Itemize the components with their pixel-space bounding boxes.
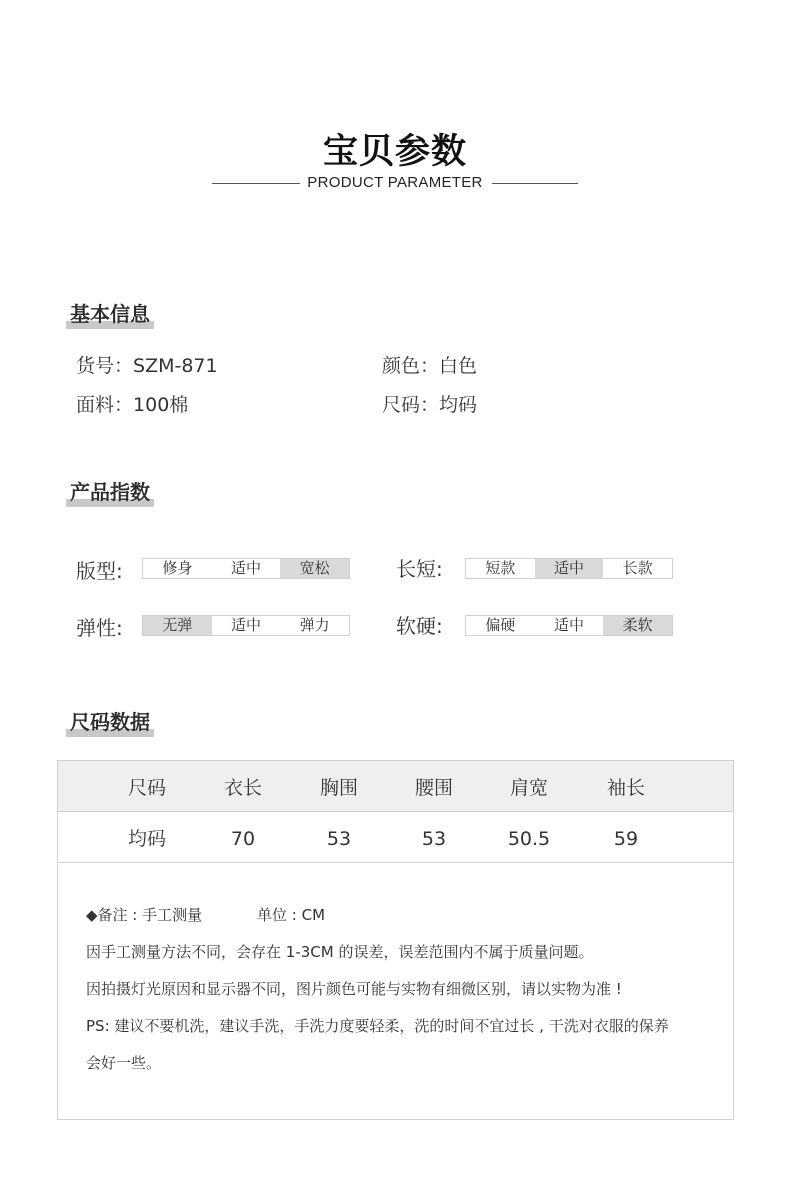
note-line-2: 因拍摄灯光原因和显示器不同，图片颜色可能与实物有细微区别，请以实物为准 ! — [86, 980, 622, 998]
length-option-regular: 适中 — [535, 559, 604, 578]
info-item-size: 尺码：均码 — [382, 394, 478, 416]
fit-scale — [142, 558, 350, 579]
softness-option-moderate: 适中 — [554, 616, 585, 634]
elasticity-option-stretch: 弹力 — [299, 616, 330, 634]
note-line-4: 会好一些。 — [86, 1054, 162, 1072]
elasticity-label: 弹性: — [76, 616, 123, 640]
note-remark: ◆备注 : 手工测量 — [86, 906, 203, 924]
softness-label: 软硬: — [396, 614, 443, 638]
length-option-long: 长款 — [622, 559, 653, 577]
table-cell: 均码 — [127, 828, 166, 850]
page-title: 宝贝参数 — [322, 132, 467, 172]
fit-option-loose: 宽松 — [280, 559, 349, 578]
basic-info-heading: 基本信息 — [66, 298, 154, 327]
note-line-1: 因手工测量方法不同，会存在 1-3CM 的误差，误差范围内不属于质量问题。 — [86, 943, 594, 961]
column-header: 尺码 — [127, 777, 166, 799]
divider-right — [492, 183, 578, 184]
column-header: 胸围 — [319, 777, 358, 799]
fit-option-slim: 修身 — [162, 559, 193, 577]
subtitle-row — [0, 174, 790, 194]
softness-option-firm: 偏硬 — [485, 616, 516, 634]
table-cell: 53 — [326, 828, 352, 850]
elasticity-option-none: 无弹 — [143, 616, 212, 635]
softness-scale — [465, 615, 673, 636]
table-cell: 59 — [613, 828, 639, 850]
length-label: 长短: — [396, 557, 443, 581]
column-header: 腰围 — [414, 777, 453, 799]
page-subtitle: PRODUCT PARAMETER — [307, 174, 483, 191]
note-unit: 单位 : CM — [257, 906, 326, 924]
table-cell: 53 — [421, 828, 447, 850]
column-header: 袖长 — [606, 777, 645, 799]
column-header: 肩宽 — [509, 777, 548, 799]
info-item-fabric: 面料：100棉 — [76, 394, 189, 416]
size-table-header — [58, 761, 733, 812]
product-index-heading: 产品指数 — [66, 476, 154, 505]
info-item-color: 颜色：白色 — [382, 355, 478, 377]
table-row — [58, 812, 733, 863]
fit-option-regular: 适中 — [231, 559, 262, 577]
table-cell: 70 — [230, 828, 256, 850]
elasticity-option-moderate: 适中 — [231, 616, 262, 634]
length-scale — [465, 558, 673, 579]
fit-label: 版型: — [76, 559, 123, 583]
table-cell: 50.5 — [507, 828, 551, 850]
softness-option-soft: 柔软 — [603, 616, 672, 635]
column-header: 衣长 — [223, 777, 262, 799]
note-line-3: PS: 建议不要机洗，建议手洗，手洗力度要轻柔，洗的时间不宜过长 , 干洗对衣服的保养 — [86, 1017, 669, 1035]
size-data-heading: 尺码数据 — [66, 706, 154, 735]
length-option-short: 短款 — [485, 559, 516, 577]
elasticity-scale — [142, 615, 350, 636]
info-item-sku: 货号：SZM-871 — [76, 355, 218, 377]
